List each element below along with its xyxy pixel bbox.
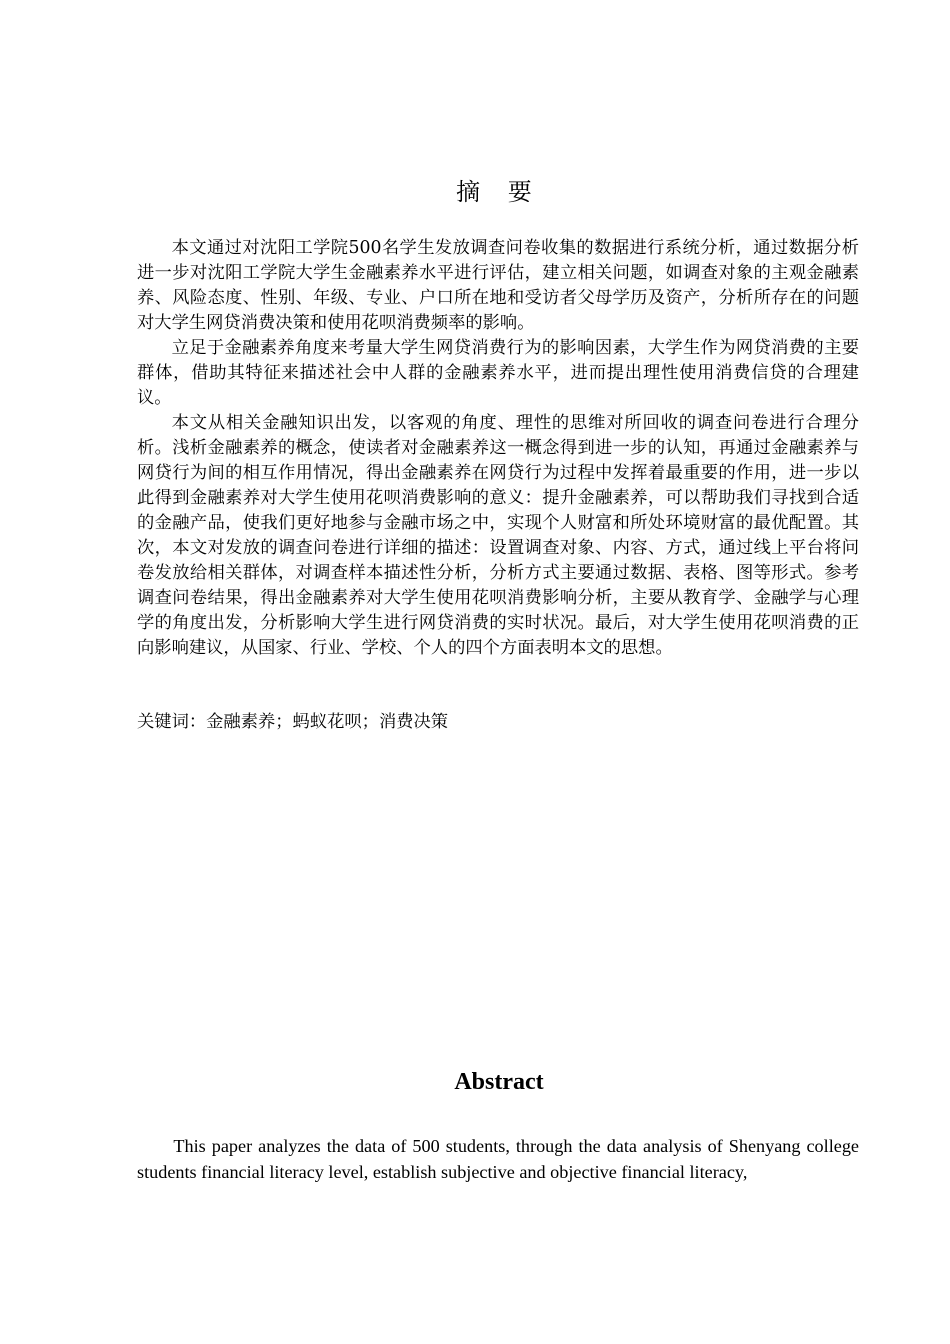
chinese-abstract-paragraph: 本文通过对沈阳工学院500名学生发放调查问卷收集的数据进行系统分析，通过数据分析进一步对沈阳工学院大学生金融素养水平进行评估，建立相关问题，如调查对象的主观金融素养、风险态度、性别、年级、专业、户口所在地和受访者父母学历及资产，分析所存在的问题对大学生网贷消费决策和使用花呗消费频率的影响。: [137, 238, 859, 333]
keywords-line: [137, 710, 859, 735]
english-abstract-body: [137, 1133, 859, 1185]
keywords-label: 关键词：: [137, 712, 207, 732]
chinese-abstract-paragraph: 本文从相关金融知识出发，以客观的角度、理性的思维对所回收的调查问卷进行合理分析。浅析金融素养的概念，使读者对金融素养这一概念得到进一步的认知，再通过金融素养与网贷行为间的相互作用情况，得出金融素养在网贷行为过程中发挥着最重要的作用，进一步以此得到金融素养对大学生使用花呗消费影响的意义：提升金融素养，可以帮助我们寻找到合适的金融产品，使我们更好地参与金融市场之中，实现个人财富和所处环境财富的最优配置。其次，本文对发放的调查问卷进行详细的描述：设置调查对象、内容、方式，通过线上平台将问卷发放给相关群体，对调查样本描述性分析，分析方式主要通过数据、表格、图等形式。参考调查问卷结果，得出金融素养对大学生使用花呗消费影响分析，主要从教育学、金融学与心理学的角度出发，分析影响大学生进行网贷消费的实时状况。最后，对大学生使用花呗消费的正向影响建议，从国家、行业、学校、个人的四个方面表明本文的思想。: [137, 413, 859, 658]
english-abstract-title: Abstract: [454, 1069, 544, 1095]
keywords-values: 金融素养；蚂蚁花呗；消费决策: [206, 712, 449, 732]
english-abstract-paragraph: This paper analyzes the data of 500 students, through the data analysis of Shenyang college students financial literacy level, establish subjective and objective financial literacy,: [137, 1136, 859, 1182]
chinese-abstract-title: 摘 要: [456, 178, 542, 206]
chinese-abstract-paragraph: 立足于金融素养角度来考量大学生网贷消费行为的影响因素，大学生作为网贷消费的主要群体，借助其特征来描述社会中人群的金融素养水平，进而提出理性使用消费信贷的合理建议。: [137, 338, 859, 408]
chinese-abstract-body: [137, 236, 859, 661]
